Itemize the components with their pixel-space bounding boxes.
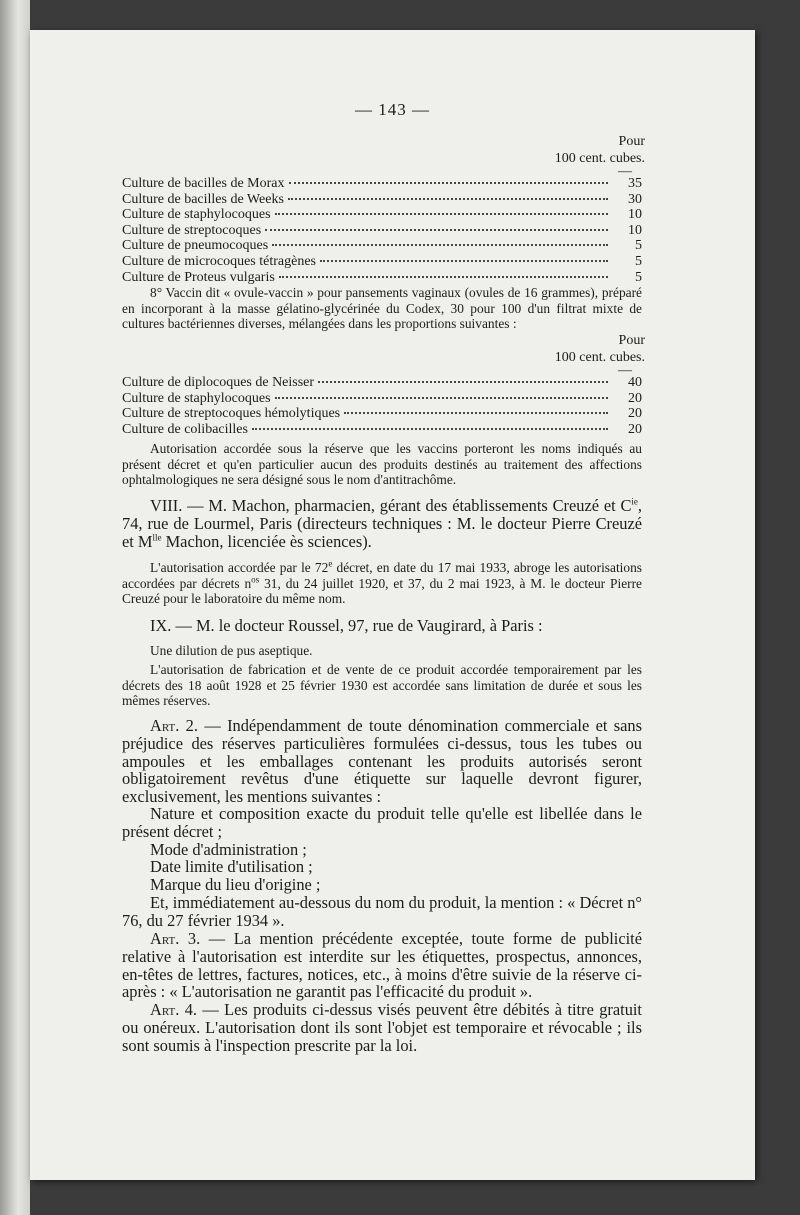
table-row — [122, 176, 642, 192]
section-viii-note-part3: 31, du 24 juillet 1920, et 37, du 2 mai 1923, à M. le docteur Pierre Creuzé pour le laboratoire du même nom. — [122, 575, 643, 606]
table2-header-unit: 100 cent. cubes. — [554, 350, 645, 365]
table-row — [122, 422, 642, 438]
table-row — [122, 375, 642, 391]
dot-leader — [252, 428, 608, 430]
section-ix-heading: IX. — M. le docteur Roussel, 97, rue de Vaugirard, à Paris : — [150, 616, 543, 635]
cultures-table-1 — [122, 176, 642, 285]
mention-mode: Mode d'administration ; — [150, 839, 307, 859]
dot-leader — [272, 244, 608, 246]
section-viii-heading — [122, 497, 642, 550]
article-2-label: Art. 2. — [150, 716, 198, 735]
dot-leader — [318, 381, 608, 383]
section-viii-sup2: lle — [152, 532, 162, 543]
article-4 — [122, 1001, 642, 1054]
document-page — [30, 30, 755, 1180]
mention-nature: Nature et composition exacte du produit telle qu'elle est libellée dans le présent décret ; — [122, 804, 642, 841]
section-viii-note-sup2: os — [251, 574, 260, 585]
cultures-table-2 — [122, 375, 642, 437]
table-row — [122, 207, 642, 223]
page-number: — 143 — — [355, 100, 430, 119]
dot-leader — [289, 182, 608, 184]
section-viii-part1: VIII. — M. Machon, pharmacien, gérant des établissements Creuzé et C — [150, 496, 632, 515]
section-ix-item: Une dilution de pus aseptique. — [150, 643, 313, 658]
dot-leader — [288, 198, 608, 200]
article-4-label: Art. 4. — [150, 1000, 197, 1019]
culture-name: Culture de staphylocoques — [122, 207, 271, 223]
table1-header-pour: Pour — [618, 134, 645, 149]
article-3-label: Art. 3. — [150, 929, 201, 948]
authorization-reserve-paragraph: Autorisation accordée sous la réserve que les vaccins porteront les noms indiqués au présent décret et qu'en particulier aucun des produits destinés au traitement des affections ophtalmologiques ne sera désigné sous le nom d'antitrachôme. — [122, 441, 642, 487]
table-row — [122, 391, 642, 407]
culture-name: Culture de streptocoques hémolytiques — [122, 406, 341, 422]
dot-leader — [320, 260, 608, 262]
table2-header-pour: Pour — [618, 333, 645, 348]
table-row — [122, 223, 642, 239]
table1-header-unit: 100 cent. cubes. — [554, 151, 645, 166]
article-3 — [122, 930, 642, 1001]
culture-value: 40 — [628, 375, 642, 390]
mention-date: Date limite d'utilisation ; — [150, 857, 313, 877]
culture-value: 20 — [628, 421, 642, 437]
culture-value: 20 — [628, 406, 642, 422]
culture-name: Culture de streptocoques — [122, 222, 262, 238]
mention-marque: Marque du lieu d'origine ; — [150, 875, 321, 895]
section-ix-note: L'autorisation de fabrication et de vente de ce produit accordée temporairement par les décrets des 18 août 1928 et 25 février 1930 est accordée sans limitation de durée et sous les mêmes réserves. — [122, 662, 642, 708]
dot-leader — [275, 397, 608, 399]
culture-value: 5 — [635, 253, 642, 269]
section-viii-note-part1: L'autorisation accordée par le 72 — [150, 560, 329, 575]
vaccin-8-paragraph: 8° Vaccin dit « ovule-vaccin » pour pansements vaginaux (ovules de 16 grammes), préparé en incorporant à la masse gélatino-glycérinée du Codex, 30 pour 100 d'un filtrat mixte de cultures bactériennes diverses, mélangées dans les proportions suivantes : — [122, 285, 642, 331]
table1-column-header — [545, 133, 645, 179]
section-viii-sup1: ie — [631, 496, 638, 507]
table-row — [122, 406, 642, 422]
mention-decret: Et, immédiatement au-dessous du nom du produit, la mention : « Décret n° 76, du 27 février 1934 ». — [122, 892, 642, 930]
culture-name: Culture de staphylocoques — [122, 390, 271, 406]
culture-name: Culture de microcoques tétragènes — [122, 253, 316, 269]
dot-leader — [275, 213, 608, 215]
culture-value: 5 — [635, 238, 642, 254]
table1-header-dash: — — [618, 164, 632, 179]
table-row — [122, 192, 642, 208]
table-row — [122, 270, 642, 286]
table2-column-header — [545, 332, 645, 378]
article-2 — [122, 717, 642, 806]
culture-name: Culture de bacilles de Weeks — [122, 191, 284, 207]
culture-value: 10 — [628, 222, 642, 238]
article-4-text: — Les produits ci-dessus visés peuvent être débités à titre gratuit ou onéreux. L'autorisation dont ils sont l'objet est temporaire et révocable ; ils sont soumis à l'inspection prescrite par la loi. — [122, 1000, 642, 1055]
dot-leader — [344, 412, 608, 414]
culture-name: Culture de Proteus vulgaris — [122, 269, 275, 285]
table-row — [122, 238, 642, 254]
section-viii-note-sup1: e — [328, 558, 333, 569]
culture-name: Culture de bacilles de Morax — [122, 176, 285, 191]
article-2-text: — Indépendamment de toute dénomination commerciale et sans préjudice des réserves particulières formulées ci-dessus, tous les tubes ou ampoules et les emballages contenant les produits autorisés seront obligatoirement revêtus d'une étiquette sur laquelle devront figurer, exclusivement, les mentions suivantes : — [122, 716, 642, 807]
article-3-text: — La mention précédente exceptée, toute forme de publicité relative à l'autorisation est interdite sur les étiquettes, prospectus, annonces, en-têtes de lettres, factures, notices, etc., à moins d'être suivie de la réserve ci-après : « L'autorisation ne garantit pas l'efficacité du produit ». — [122, 929, 642, 1002]
culture-value: 20 — [628, 390, 642, 406]
culture-name: Culture de colibacilles — [122, 421, 248, 437]
culture-value: 5 — [635, 269, 642, 285]
facing-page-edge — [0, 0, 30, 1215]
culture-value: 10 — [628, 207, 642, 223]
culture-value: 30 — [628, 191, 642, 207]
culture-value: 35 — [628, 176, 642, 191]
section-viii-note — [122, 560, 642, 607]
section-viii-part2: , 74, rue de Lourmel, Paris (directeurs techniques : M. le docteur Pierre Creuzé et M — [122, 496, 642, 551]
culture-name: Culture de diplocoques de Neisser — [122, 375, 315, 390]
dot-leader — [265, 229, 608, 231]
table-row — [122, 254, 642, 270]
culture-name: Culture de pneumocoques — [122, 238, 269, 254]
section-viii-part3: Machon, licenciée ès sciences). — [161, 531, 372, 551]
dot-leader — [279, 276, 608, 278]
table2-header-dash: — — [618, 363, 632, 378]
section-viii-note-part2: décret, en date du 17 mai 1933, abroge les autorisations accordées par décrets n — [122, 560, 643, 591]
label-mentions-list — [122, 805, 642, 930]
